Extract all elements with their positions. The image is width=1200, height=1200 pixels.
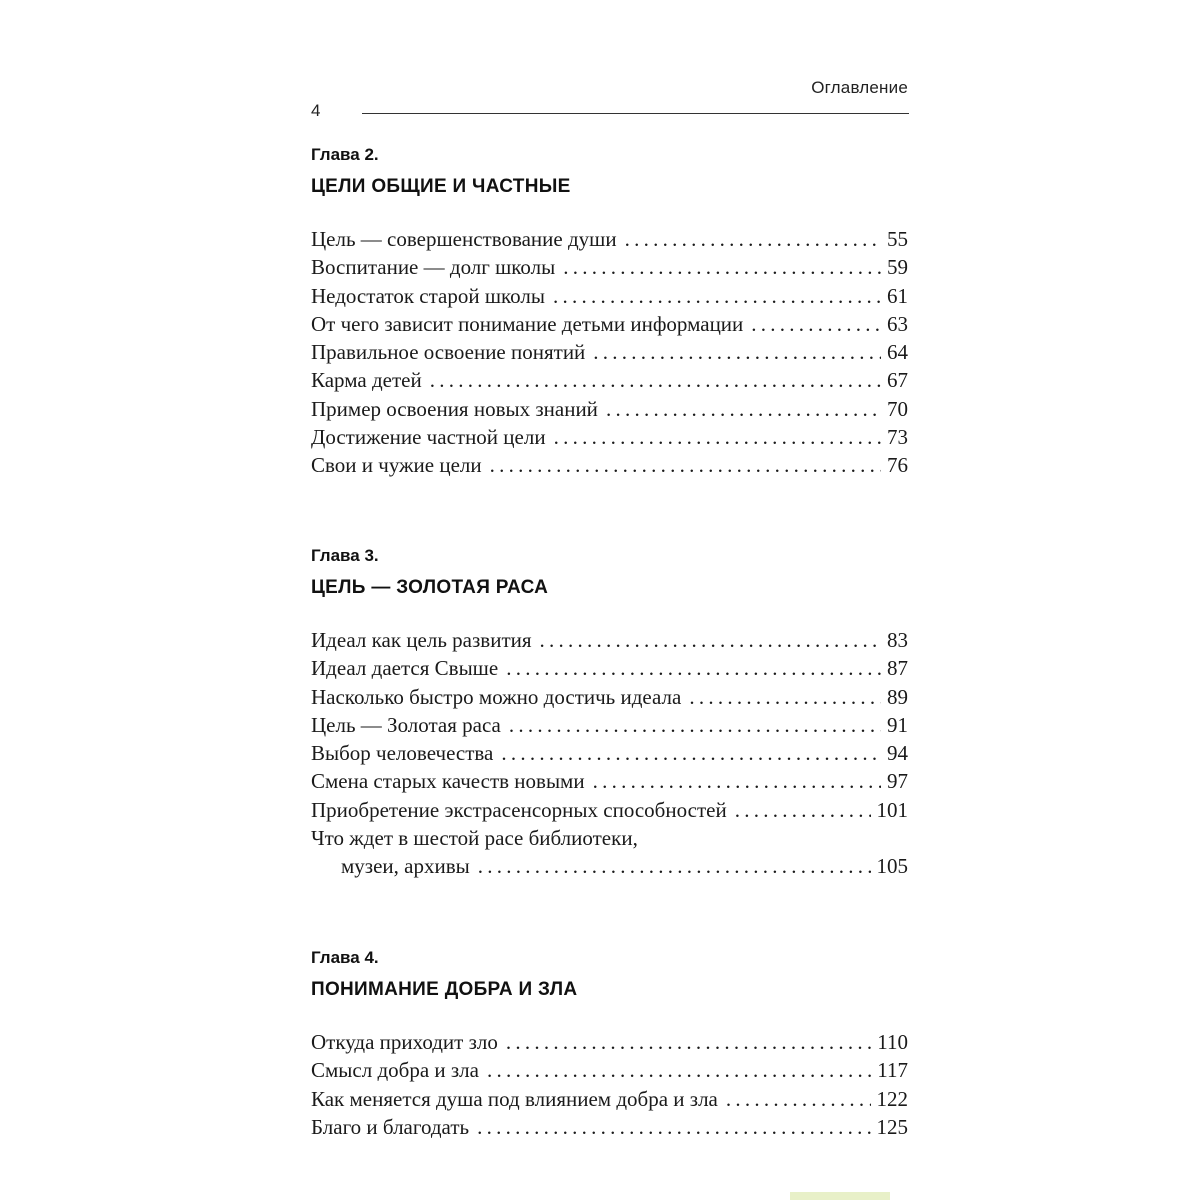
toc-list [311,225,908,480]
toc-entry[interactable] [311,654,908,682]
toc-entry-title: Правильное освоение понятий [311,340,586,365]
chapter-4 [311,946,908,1141]
dot-leader [506,1028,871,1056]
toc-entry-title: Благо и благодать [311,1114,470,1139]
toc-entry-page: 73 [887,425,908,450]
toc-entry[interactable] [311,626,908,654]
toc-entry-page: 63 [887,311,908,336]
dot-leader [563,253,881,281]
dot-leader [540,626,881,654]
toc-entry-page: 117 [877,1058,908,1083]
toc-entry-title: Идеал как цель развития [311,628,532,652]
toc-entry-page: 59 [887,255,908,280]
toc-entry-title: Идеал дается Свыше [311,656,499,681]
dot-leader [593,338,881,366]
toc-entry[interactable] [311,683,908,711]
toc-entry-title: Откуда приходит зло [311,1030,498,1054]
dot-leader [593,767,881,795]
toc-entry-page: 70 [887,396,908,421]
dot-leader [735,796,871,824]
toc-entry[interactable] [311,1028,908,1056]
toc-entry-page: 91 [887,712,908,737]
dot-leader [625,225,881,253]
toc-entry[interactable] [311,1056,908,1084]
toc-entry[interactable] [311,767,908,795]
toc-entry-page: 61 [887,283,908,308]
toc-entry-page: 55 [887,227,908,251]
toc-entry[interactable] [311,282,908,310]
toc-entry-page: 83 [887,628,908,652]
toc-entry-title: Недостаток старой школы [311,283,545,308]
toc-entry[interactable] [311,253,908,281]
chapter-2 [311,143,908,480]
toc-entry-title: Воспитание — долг школы [311,255,556,280]
chapter-title: ЦЕЛЬ — ЗОЛОТАЯ РАСА [311,577,549,598]
dot-leader [490,451,881,479]
toc-entry-title: От чего зависит понимание детьми информации [311,311,744,336]
toc-entry-page: 122 [876,1086,908,1111]
toc-entry[interactable] [311,796,908,824]
chapter-3 [311,544,908,881]
dot-leader [506,654,881,682]
toc-entry[interactable] [311,423,908,451]
toc-entry-page: 101 [876,797,908,822]
toc-entry-title: Приобретение экстрасенсорных способностей [311,797,727,822]
dot-leader [501,739,881,767]
header-rule [362,113,909,114]
toc-entry-page: 125 [876,1114,908,1139]
scan-edge-mark [790,1192,890,1200]
toc-entry-page: 76 [887,453,908,478]
chapter-title: ПОНИМАНИЕ ДОБРА И ЗЛА [311,979,578,1000]
chapter-label: Глава 2. [311,145,379,164]
toc-entry-page: 94 [887,741,908,766]
toc-entry[interactable] [311,451,908,479]
page-number: 4 [311,101,321,120]
dot-leader [689,683,881,711]
toc-entry[interactable] [311,395,908,423]
dot-leader [553,282,881,310]
toc-entry-page: 87 [887,656,908,681]
toc-entry-title: Свои и чужие цели [311,453,482,478]
toc-entry-title: Смена старых качеств новыми [311,769,585,794]
dot-leader [554,423,881,451]
toc-entry-title: Пример освоения новых знаний [311,396,598,421]
toc-entry[interactable] [311,310,908,338]
chapter-title: ЦЕЛИ ОБЩИЕ И ЧАСТНЫЕ [311,176,571,197]
dot-leader [726,1085,871,1113]
toc-entry-page: 89 [887,684,908,709]
toc-entry[interactable] [311,852,908,880]
toc-entry-title: Цель — совершенствование души [311,227,617,251]
toc-list [311,1028,908,1141]
dot-leader [487,1056,871,1084]
toc-entry-first-line[interactable]: Что ждет в шестой расе библиотеки, [311,826,638,851]
toc-entry-title: Насколько быстро можно достичь идеала [311,684,682,709]
toc-entry-title: Как меняется душа под влиянием добра и зла [311,1086,718,1111]
dot-leader [606,395,881,423]
toc-entry-page: 110 [877,1030,908,1054]
toc-list [311,626,908,881]
dot-leader [751,310,881,338]
toc-entry-title: Карма детей [311,368,422,393]
toc-entry[interactable] [311,225,908,253]
toc-entry[interactable] [311,1085,908,1113]
toc-entry-title: Смысл добра и зла [311,1058,479,1083]
chapter-label: Глава 3. [311,546,379,565]
toc-entry-title: Достижение частной цели [311,425,546,450]
toc-entry[interactable] [311,1113,908,1141]
toc-entry-title: Выбор человечества [311,741,494,766]
toc-entry[interactable] [311,366,908,394]
toc-entry-title: Цель — Золотая раса [311,712,501,737]
dot-leader [430,366,881,394]
dot-leader [509,711,881,739]
toc-entry-page: 67 [887,368,908,393]
toc-entry[interactable] [311,711,908,739]
dot-leader [478,852,871,880]
toc-entry[interactable] [311,338,908,366]
toc-entry-page: 97 [887,769,908,794]
toc-entry[interactable] [311,739,908,767]
toc-entry-page: 64 [887,340,908,365]
running-head-title: Оглавление [811,78,908,97]
dot-leader [477,1113,870,1141]
toc-entry-title: музеи, архивы [341,854,470,879]
toc-entry-page: 105 [876,854,908,879]
chapter-label: Глава 4. [311,948,379,967]
